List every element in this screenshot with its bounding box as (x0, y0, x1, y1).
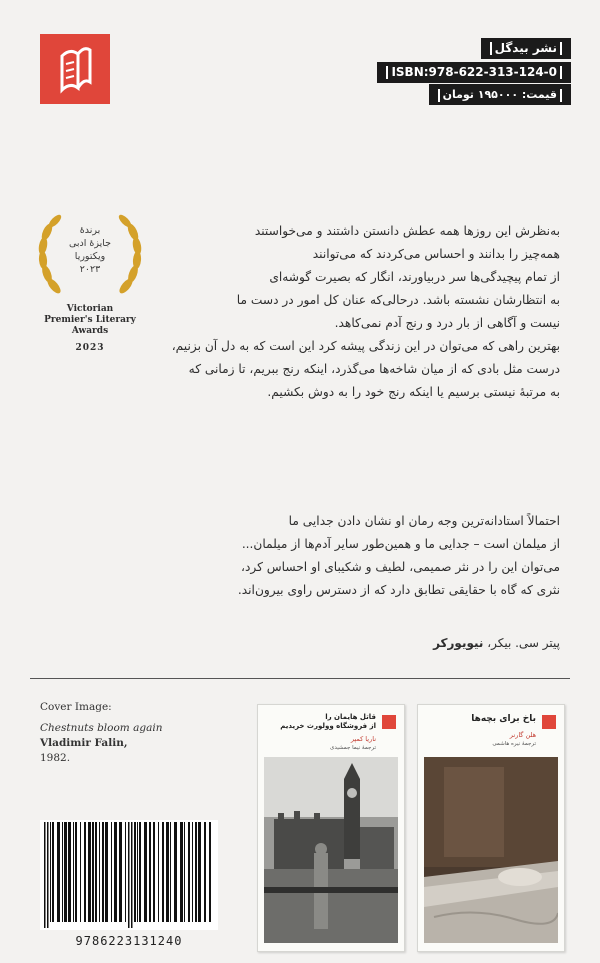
barcode-bar (114, 822, 117, 922)
award-persian-text: برندهٔ جایزهٔ ادبی ویکتوریا ۲۰۲۳ (68, 225, 112, 275)
book-translator: ترجمهٔ نیره هاشمی (492, 741, 536, 747)
book-logo-icon (40, 34, 110, 104)
barcode-icon (40, 820, 218, 930)
london-street-illustration (264, 757, 398, 943)
barcode-bar (62, 822, 63, 922)
review-quote: احتمالاً استادانه‌ترین وجه رمان او نشان دادن جدایی ما از میلمان است – جدایی ما و همین‌طور سایر آدم‌ها از میلمان... می‌توان این را در نثر صمیمی، لطیف و شکیبای او احساس کرد، نثری که گاه با حقایقی تطابق دارد که از دسترس راوی بیرون‌اند. (237, 514, 560, 597)
barcode-bar (88, 822, 91, 922)
cover-image-credit: Cover Image: Chestnuts bloom again Vladimir Falin, 1982. (40, 701, 163, 764)
barcode-bar (44, 822, 46, 928)
barcode-bar (204, 822, 206, 922)
barcode-bar (170, 822, 171, 922)
book-thumbnail-1 (257, 704, 405, 952)
award-year: 2023 (75, 343, 105, 353)
barcode-bar (75, 822, 77, 922)
barcode-bar (137, 822, 138, 922)
barcode-bar (174, 822, 177, 922)
book-thumbnail-2 (417, 704, 565, 952)
barcode-bar (80, 822, 81, 922)
barcode-bar (119, 822, 122, 922)
barcode-bar (149, 822, 151, 922)
barcode-bar (134, 822, 136, 922)
mini-logo-icon (382, 715, 396, 729)
review-attribution: پیتر سی. بیکر، نیویورکر (433, 636, 560, 650)
book-title: قاتل هایمان را از فروشگاه وولورث خریدیم (280, 713, 376, 730)
award-emblem (30, 212, 150, 352)
mini-logo-icon (542, 715, 556, 729)
barcode-bar (57, 822, 60, 922)
isbn-tag: ISBN:978-622-313-124-0 (377, 62, 571, 83)
publisher-logo (40, 34, 110, 104)
barcode-bar (192, 822, 193, 922)
barcode-bar (50, 822, 51, 922)
barcode-bar (125, 822, 126, 922)
blurb-paragraph-1: به‌نظرش این روزها همه عطش دانستن داشتند و می‌خواستند همه‌چیز را بدانند و احساس می‌کردند که می‌توانند از تمام پیچیدگی‌ها سر دربیاورند، انگار که بصیرت گوشه‌ای به انتظارشان نشسته باشد. درحالی‌که عنان کل امور در دست ما نیست و آگاهی از بار درد و رنج آدم نمی‌کاهد. بهترین راهی که می‌توان در این زندگی پیشه کرد این است که به دل آن بزنیم، درست مثل بادی که از میان شاخه‌ها می‌گذرد، اینکه رنج ببریم، تا زمانی که به مرتبهٔ نیستی برسیم یا اینکه رنج خود را به دوش بکشیم. (171, 224, 560, 399)
barcode-bar (153, 822, 155, 922)
barcode-bar (139, 822, 141, 922)
barcode-bar (95, 822, 97, 922)
barcode-bar (162, 822, 164, 922)
section-divider (30, 678, 570, 679)
barcode-bar (184, 822, 185, 922)
barcode (40, 820, 218, 930)
barcode-bar (188, 822, 190, 922)
barcode-bar (73, 822, 74, 922)
barcode-bar (198, 822, 201, 922)
barcode-bar (105, 822, 108, 922)
price-tag: قیمت: ۱۹۵۰۰۰ تومان (429, 84, 571, 105)
barcode-bar (128, 822, 130, 928)
barcode-bar (102, 822, 104, 922)
barcode-bar (166, 822, 169, 922)
publisher-tag: نشر بیدگل (481, 38, 571, 59)
book-translator: ترجمهٔ نیما جمشیدی (330, 745, 376, 751)
barcode-bar (209, 822, 211, 922)
barcode-bar (52, 822, 54, 922)
barcode-bar (99, 822, 100, 922)
barcode-bar (144, 822, 147, 922)
barcode-bar (47, 822, 49, 928)
book-author: هلن گارنر (509, 731, 536, 739)
barcode-number: 9786223131240 (75, 934, 183, 948)
barcode-bar (68, 822, 71, 922)
barcode-bar (131, 822, 133, 928)
barcode-bar (64, 822, 67, 922)
barcode-bar (111, 822, 112, 922)
bed-room-illustration (424, 757, 558, 943)
book-author: ناریا کمپر (350, 735, 376, 743)
barcode-bar (84, 822, 86, 922)
award-english-text: Victorian Premier's Literary Awards (44, 304, 136, 336)
barcode-bar (195, 822, 197, 922)
barcode-bar (92, 822, 94, 922)
barcode-bar (180, 822, 183, 922)
book-title: باخ برای بچه‌ها (471, 714, 536, 724)
barcode-bar (158, 822, 159, 922)
